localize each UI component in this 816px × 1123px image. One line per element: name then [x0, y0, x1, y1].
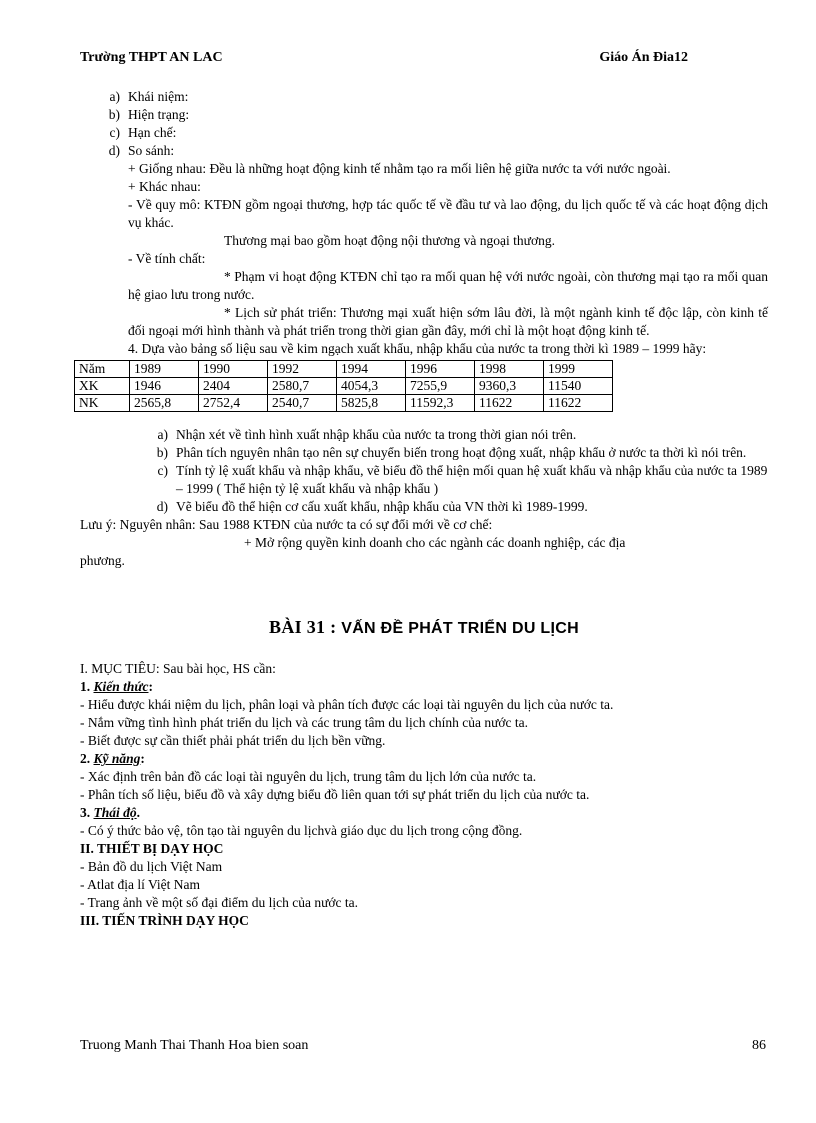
question-4: 4. Dựa vào bảng số liệu sau về kim ngạch xuất khẩu, nhập khẩu của nước ta trong thời kì 1989 – 1999 hãy: [128, 341, 707, 356]
table-cell: 1999 [544, 361, 613, 378]
page-header [80, 50, 688, 66]
list-item [80, 124, 768, 142]
note-line-1: Lưu ý: Nguyên nhân: Sau 1988 KTĐN của nước ta có sự đổi mới về cơ chế: [80, 517, 493, 532]
page-content [80, 88, 768, 930]
attitude-heading [80, 804, 768, 822]
lesson-title [80, 618, 768, 638]
table-cell: 11592,3 [406, 395, 475, 412]
list-marker: b) [156, 445, 168, 460]
compare-history: * Lịch sử phát triển: Thương mại xuất hiện sớm lâu đời, là một ngành kinh tế độc lập, còn kinh tế đối ngoại mới hình thành và phát triển trong thời gian gần đây, mới chỉ là một hoạt động kinh tế. [128, 305, 768, 338]
heading-punct: : [140, 751, 145, 766]
list-marker: a) [109, 89, 120, 104]
equipment-item: - Atlat địa lí Việt Nam [80, 877, 201, 892]
list-text: So sánh: [128, 143, 175, 158]
compare-scale: - Về quy mô: KTĐN gồm ngoại thương, hợp tác quốc tế về đầu tư và lao động, du lịch quốc tế và các hoạt động dịch vụ khác. [128, 197, 768, 230]
footer-author: Truong Manh Thai Thanh Hoa bien soan [80, 1038, 309, 1053]
goals-intro: I. MỤC TIÊU: Sau bài học, HS cần: [80, 661, 276, 676]
equipment-heading: II. THIẾT BỊ DẠY HỌC [80, 841, 224, 856]
table-cell: 11622 [544, 395, 613, 412]
compare-nature: - Về tính chất: [128, 251, 206, 266]
list-marker: c) [157, 463, 168, 478]
compare-same: + Giống nhau: Đều là những hoạt động kinh tế nhằm tạo ra mối liên hệ giữa nước ta với nước ngoài. [128, 161, 671, 176]
table-cell: 4054,3 [337, 378, 406, 395]
table-cell: 1946 [130, 378, 199, 395]
note-line-2: + Mở rộng quyền kinh doanh cho các ngành các doanh nghiệp, các địa [244, 535, 626, 550]
knowledge-item: - Biết được sự cần thiết phải phát triển du lịch bền vững. [80, 733, 386, 748]
table-cell: 1989 [130, 361, 199, 378]
table-cell: 2752,4 [199, 395, 268, 412]
skills-heading [80, 750, 768, 768]
heading-punct: : [148, 679, 153, 694]
list-text: Khái niệm: [128, 89, 189, 104]
list-item [80, 142, 768, 160]
list-marker: b) [108, 107, 120, 122]
attitude-item: - Có ý thức bảo vệ, tôn tạo tài nguyên du lịchvà giáo dục du lịch trong cộng đồng. [80, 823, 523, 838]
table-cell: NK [75, 395, 130, 412]
compare-range: * Phạm vi hoạt động KTĐN chỉ tạo ra mối quan hệ với nước ngoài, còn thương mại tạo ra mối quan hệ giao lưu trong nước. [128, 269, 768, 302]
list-text: Nhận xét về tình hình xuất nhập khẩu của nước ta trong thời gian nói trên. [176, 427, 577, 442]
skills-item: - Phân tích số liệu, biểu đồ và xây dựng biểu đồ liên quan tới sự phát triển du lịch của nước ta. [80, 787, 590, 802]
table-cell: 2540,7 [268, 395, 337, 412]
table-cell: 5825,8 [337, 395, 406, 412]
knowledge-item: - Hiểu được khái niệm du lịch, phân loại và phân tích được các loại tài nguyên du lịch của nước ta. [80, 697, 614, 712]
page-footer [80, 1038, 766, 1054]
note-line-3: phương. [80, 553, 125, 568]
equipment-item: - Trang ảnh về một số đại điểm du lịch của nước ta. [80, 895, 359, 910]
list-marker: c) [109, 125, 120, 140]
table-cell: 1996 [406, 361, 475, 378]
table-cell: Năm [75, 361, 130, 378]
list-item [80, 462, 768, 498]
process-heading: III. TIẾN TRÌNH DẠY HỌC [80, 913, 249, 928]
heading-number: 2. [80, 751, 94, 766]
table-cell: 2580,7 [268, 378, 337, 395]
table-row [75, 378, 613, 395]
table-cell: 2565,8 [130, 395, 199, 412]
table-cell: 7255,9 [406, 378, 475, 395]
heading-title: Thái độ [93, 805, 137, 820]
table-row [75, 395, 613, 412]
table-cell: 11540 [544, 378, 613, 395]
school-name: Trường THPT AN LAC [80, 50, 223, 65]
list-item [80, 498, 768, 516]
list-item [80, 444, 768, 462]
compare-diff: + Khác nhau: [128, 179, 201, 194]
list-item [80, 88, 768, 106]
list-marker: d) [156, 499, 168, 514]
lesson-name: VẤN ĐỀ PHÁT TRIỂN DU LỊCH [341, 620, 579, 637]
heading-title: Kiến thức [93, 679, 149, 694]
list-text: Vẽ biểu đồ thể hiện cơ cấu xuất khẩu, nhập khẩu của VN thời kì 1989-1999. [176, 499, 588, 514]
list-text: Phân tích nguyên nhân tạo nên sự chuyển biến trong hoạt động xuất, nhập khẩu ở nước ta thời kì nói trên. [176, 445, 747, 460]
table-cell: XK [75, 378, 130, 395]
list-text: Hiện trạng: [128, 107, 190, 122]
list-text: Tính tỷ lệ xuất khẩu và nhập khẩu, vẽ biểu đồ thể hiện mối quan hệ xuất khẩu và nhập khẩu của nước ta 1989 – 1999 ( Thể hiện tỷ lệ xuất khẩu và nhập khẩu ) [176, 463, 768, 496]
knowledge-item: - Nắm vững tình hình phát triển du lịch và các trung tâm du lịch chính của nước ta. [80, 715, 529, 730]
table-cell: 1990 [199, 361, 268, 378]
table-cell: 1998 [475, 361, 544, 378]
table-cell: 1994 [337, 361, 406, 378]
list-marker: d) [108, 143, 120, 158]
knowledge-heading [80, 678, 768, 696]
heading-number: 1. [80, 679, 94, 694]
heading-punct: . [136, 805, 141, 820]
list-marker: a) [157, 427, 168, 442]
compare-trade: Thương mại bao gồm hoạt động nội thương và ngoại thương. [224, 233, 555, 248]
table-row [75, 361, 613, 378]
page-number: 86 [752, 1038, 766, 1053]
subject-name: Giáo Án Đia12 [599, 50, 688, 65]
lesson-prefix: BÀI 31 : [269, 617, 342, 637]
trade-table [74, 360, 613, 412]
heading-number: 3. [80, 805, 94, 820]
list-item [80, 106, 768, 124]
table-cell: 1992 [268, 361, 337, 378]
list-abcd [80, 88, 768, 160]
table-cell: 11622 [475, 395, 544, 412]
heading-title: Kỹ năng [93, 751, 141, 766]
list-item [80, 426, 768, 444]
list-text: Hạn chế: [128, 125, 177, 140]
table-cell: 9360,3 [475, 378, 544, 395]
skills-item: - Xác định trên bản đồ các loại tài nguyên du lịch, trung tâm du lịch lớn của nước ta. [80, 769, 537, 784]
table-cell: 2404 [199, 378, 268, 395]
equipment-item: - Bản đồ du lịch Việt Nam [80, 859, 223, 874]
list-tasks [80, 426, 768, 516]
